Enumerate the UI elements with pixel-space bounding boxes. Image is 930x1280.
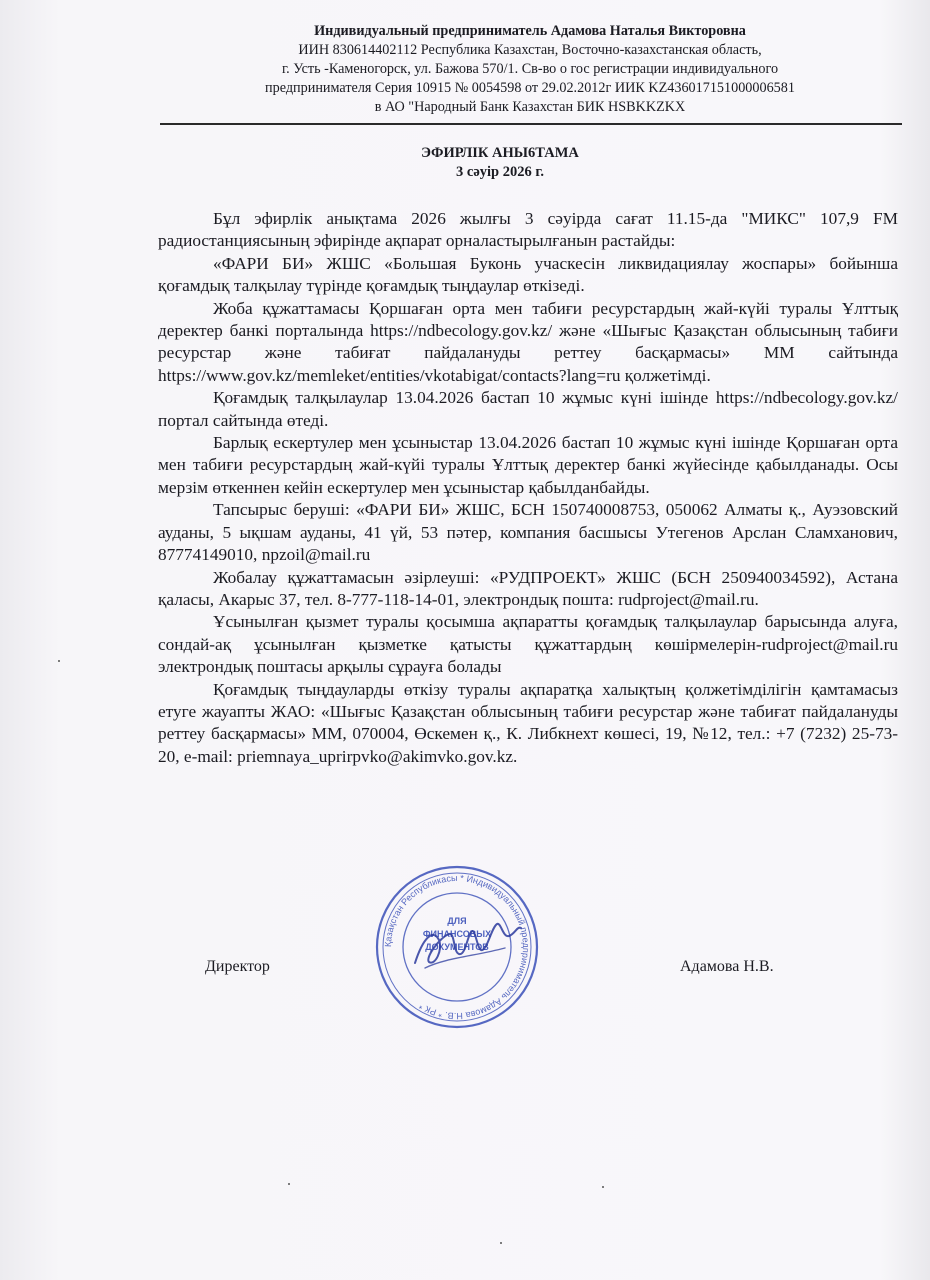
- paragraph: Тапсырыс беруші: «ФАРИ БИ» ЖШС, БСН 150740008753, 050062 Алматы қ., Ауэзовский ауданы, 5 ықшам ауданы, 41 үй, 53 пәтер, компания басшысы Утегенов Арслан Сламханович, 87774149010, npzoil@mail.ru: [158, 500, 898, 565]
- letterhead: [160, 22, 900, 117]
- stamp-center-line: ДОКУМЕНТОВ: [425, 942, 489, 952]
- scan-speck: [602, 1186, 604, 1188]
- scan-speck: [58, 660, 60, 662]
- paragraph: Ұсынылған қызмет туралы қосымша ақпаратты қоғамдық талқылаулар барысында алуға, сондай-ақ ұсынылған қызметке қатысты құжаттардың көшірмелерін-rudproject@mail.ru электрондық поштасы арқылы сұрауға болады: [158, 612, 898, 677]
- signer-name: Адамова Н.В.: [680, 958, 774, 975]
- stamp-center-line: ФИНАНСОВЫХ: [422, 929, 492, 939]
- paragraph: Қоғамдық тыңдауларды өткізу туралы ақпаратқа халықтың қолжетімділігін қамтамасыз етуге жауапты ЖАО: «Шығыс Қазақстан облысының табиғи ресурстар және табиғат пайдалануды реттеу басқармасы» ММ, 070004, Өскемен қ., К. Либкнехт көшесі, 19, №12, тел.: +7 (7232) 25-73- 20, e-mail: priemnaya_uprirpvko@akimvko.gov.kz.: [158, 679, 898, 766]
- scan-speck: [500, 1242, 502, 1244]
- scan-speck: [288, 1183, 290, 1185]
- stamp-ring-text: Қазақстан Республикасы * Индивидуальный предприниматель Адамова Н.В. * РК *: [382, 872, 532, 1022]
- paragraph: Жобалау құжаттамасын әзірлеуші: «РУДПРОЕКТ» ЖШС (БСН 250940034592), Астана қаласы, Акарыс 37, тел. 8-777-118-14-01, электрондық пошта: rudproject@mail.ru.: [158, 567, 898, 609]
- paragraph: Барлық ескертулер мен ұсыныстар 13.04.2026 бастап 10 жұмыс күні ішінде Қоршаған орта мен табиғи ресурстардың жай-күйі туралы Ұлттық деректер банкі жүйесінде қабылданады. Осы мерзім өткеннен кейін ескертулер мен ұсыныстар қабылданбайды.: [158, 433, 898, 497]
- letterhead-line: в АО "Народный Банк Казахстан БИК HSBKKZKX: [374, 99, 686, 115]
- letterhead-name: Индивидуальный предприниматель Адамова Наталья Викторовна: [314, 23, 746, 39]
- letterhead-line: предпринимателя Серия 10915 № 0054598 от 29.02.2012г ИИК KZ436017151000006581: [265, 80, 795, 96]
- document-date: 3 сәуір 2026 г.: [456, 164, 544, 180]
- paragraph: Жоба құжаттамасы Қоршаған орта мен табиғи ресурстардың жай-күйі туралы Ұлттық деректер банкі порталында https://ndbecology.gov.kz/ және «Шығыс Қазақстан облысының табиғи ресурстар және табиғат пайдалануды реттеу басқармасы» ММ сайтында https://www.gov.kz/memleket/entities/vkotabigat/contacts?lang=ru қолжетімді.: [158, 298, 898, 385]
- letterhead-divider: [160, 123, 902, 125]
- paragraph: Қоғамдық талқылаулар 13.04.2026 бастап 10 жұмыс күні ішінде https://ndbecology.gov.kz/ портал сайтында өтеді.: [158, 388, 898, 430]
- document-heading: [330, 144, 670, 182]
- paragraph: «ФАРИ БИ» ЖШС «Большая Буконь учаскесін ликвидациялау жоспары» бойынша қоғамдық талқылау түрінде қоғамдық тыңдаулар өткізеді.: [158, 253, 898, 296]
- signer-title: Директор: [205, 958, 270, 975]
- paragraph: Бұл эфирлік анықтама 2026 жылғы 3 сәуірда сағат 11.15-да "МИКС" 107,9 FM радиостанциясының эфирінде ақпарат орналастырылғанын растайды:: [158, 209, 898, 251]
- letterhead-line: ИИН 830614402112 Республика Казахстан, Восточно-казахстанская область,: [298, 42, 762, 58]
- handwritten-signature-icon: [405, 908, 525, 978]
- document-body: [158, 208, 898, 768]
- letterhead-line: г. Усть -Каменогорск, ул. Бажова 570/1. Св-во о гос регистрации индивидуального: [281, 61, 779, 77]
- document-title: ЭФИРЛІК АНЫ6ТАМА: [421, 145, 579, 161]
- stamp-center-line: ДЛЯ: [447, 916, 467, 926]
